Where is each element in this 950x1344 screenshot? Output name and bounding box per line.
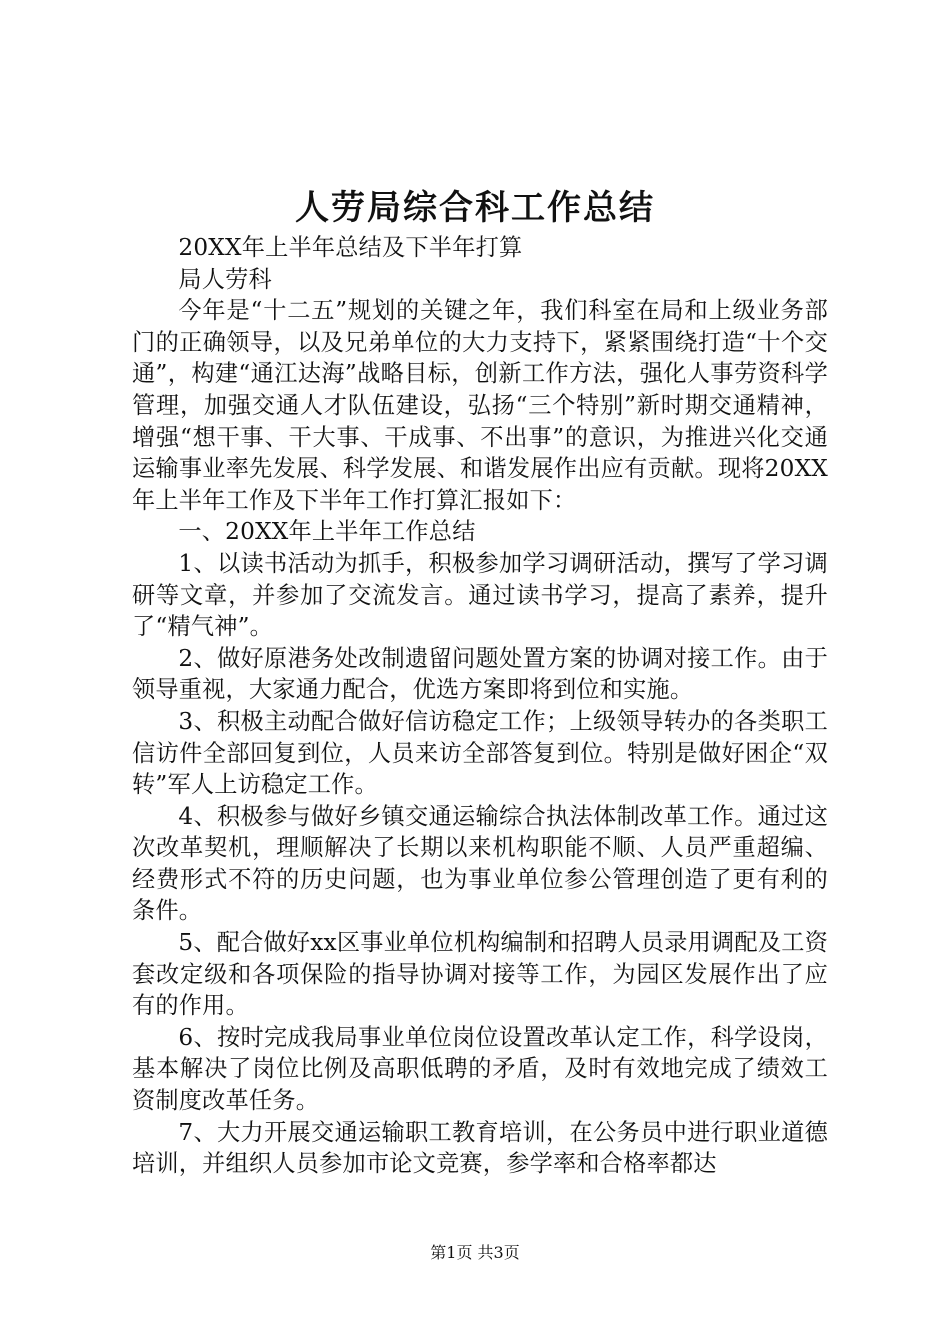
page-footer: 第1页 共3页 (430, 1243, 520, 1262)
subtitle: 20XX年上半年总结及下半年打算 (178, 234, 523, 261)
paragraph-item-4: 4、积极参与做好乡镇交通运输综合执法体制改革工作。通过这次改革契机，理顺解决了长期以来机构职能不顺、人员严重超编、经费形式不符的历史问题，也为事业单位参公管理创造了更有利的条件。 (132, 802, 828, 925)
paragraph-item-5: 5、配合做好xx区事业单位机构编制和招聘人员录用调配及工资套改定级和各项保险的指导协调对接等工作，为园区发展作出了应有的作用。 (132, 929, 828, 1020)
paragraph-item-6: 6、按时完成我局事业单位岗位设置改革认定工作，科学设岗，基本解决了岗位比例及高职低聘的矛盾，及时有效地完成了绩效工资制度改革任务。 (132, 1023, 828, 1115)
paragraph-item-7: 7、大力开展交通运输职工教育培训，在公务员中进行职业道德培训，并组织人员参加市论文竞赛，参学率和合格率都达 (132, 1118, 828, 1178)
paragraph-intro: 今年是“十二五”规划的关键之年，我们科室在局和上级业务部门的正确领导，以及兄弟单位的大力支持下，紧紧围绕打造“十个交通”，构建“通江达海”战略目标，创新工作方法，强化人事劳资科学管理，加强交通人才队伍建设，弘扬“三个特别”新时期交通精神，增强“想干事、干大事、干成事、不出事”的意识，为推进兴化交通运输事业率先发展、科学发展、和谐发展作出应有贡献。现将20XX年上半年工作及下半年工作打算汇报如下： (132, 297, 828, 514)
paragraph-item-1: 1、以读书活动为抓手，积极参加学习调研活动，撰写了学习调研等文章，并参加了交流发言。通过读书学习，提高了素养，提升了“精气神”。 (132, 549, 828, 641)
section-heading: 一、20XX年上半年工作总结 (178, 518, 476, 546)
document-title: 人劳局综合科工作总结 (295, 188, 655, 228)
paragraph-item-3: 3、积极主动配合做好信访稳定工作；上级领导转办的各类职工信访件全部回复到位，人员来访全部答复到位。特别是做好困企“双转”军人上访稳定工作。 (132, 707, 828, 799)
department: 局人劳科 (178, 265, 272, 293)
document-body (132, 232, 828, 1180)
paragraph-item-2: 2、做好原港务处改制遗留问题处置方案的协调对接工作。由于领导重视，大家通力配合，优选方案即将到位和实施。 (132, 644, 828, 704)
